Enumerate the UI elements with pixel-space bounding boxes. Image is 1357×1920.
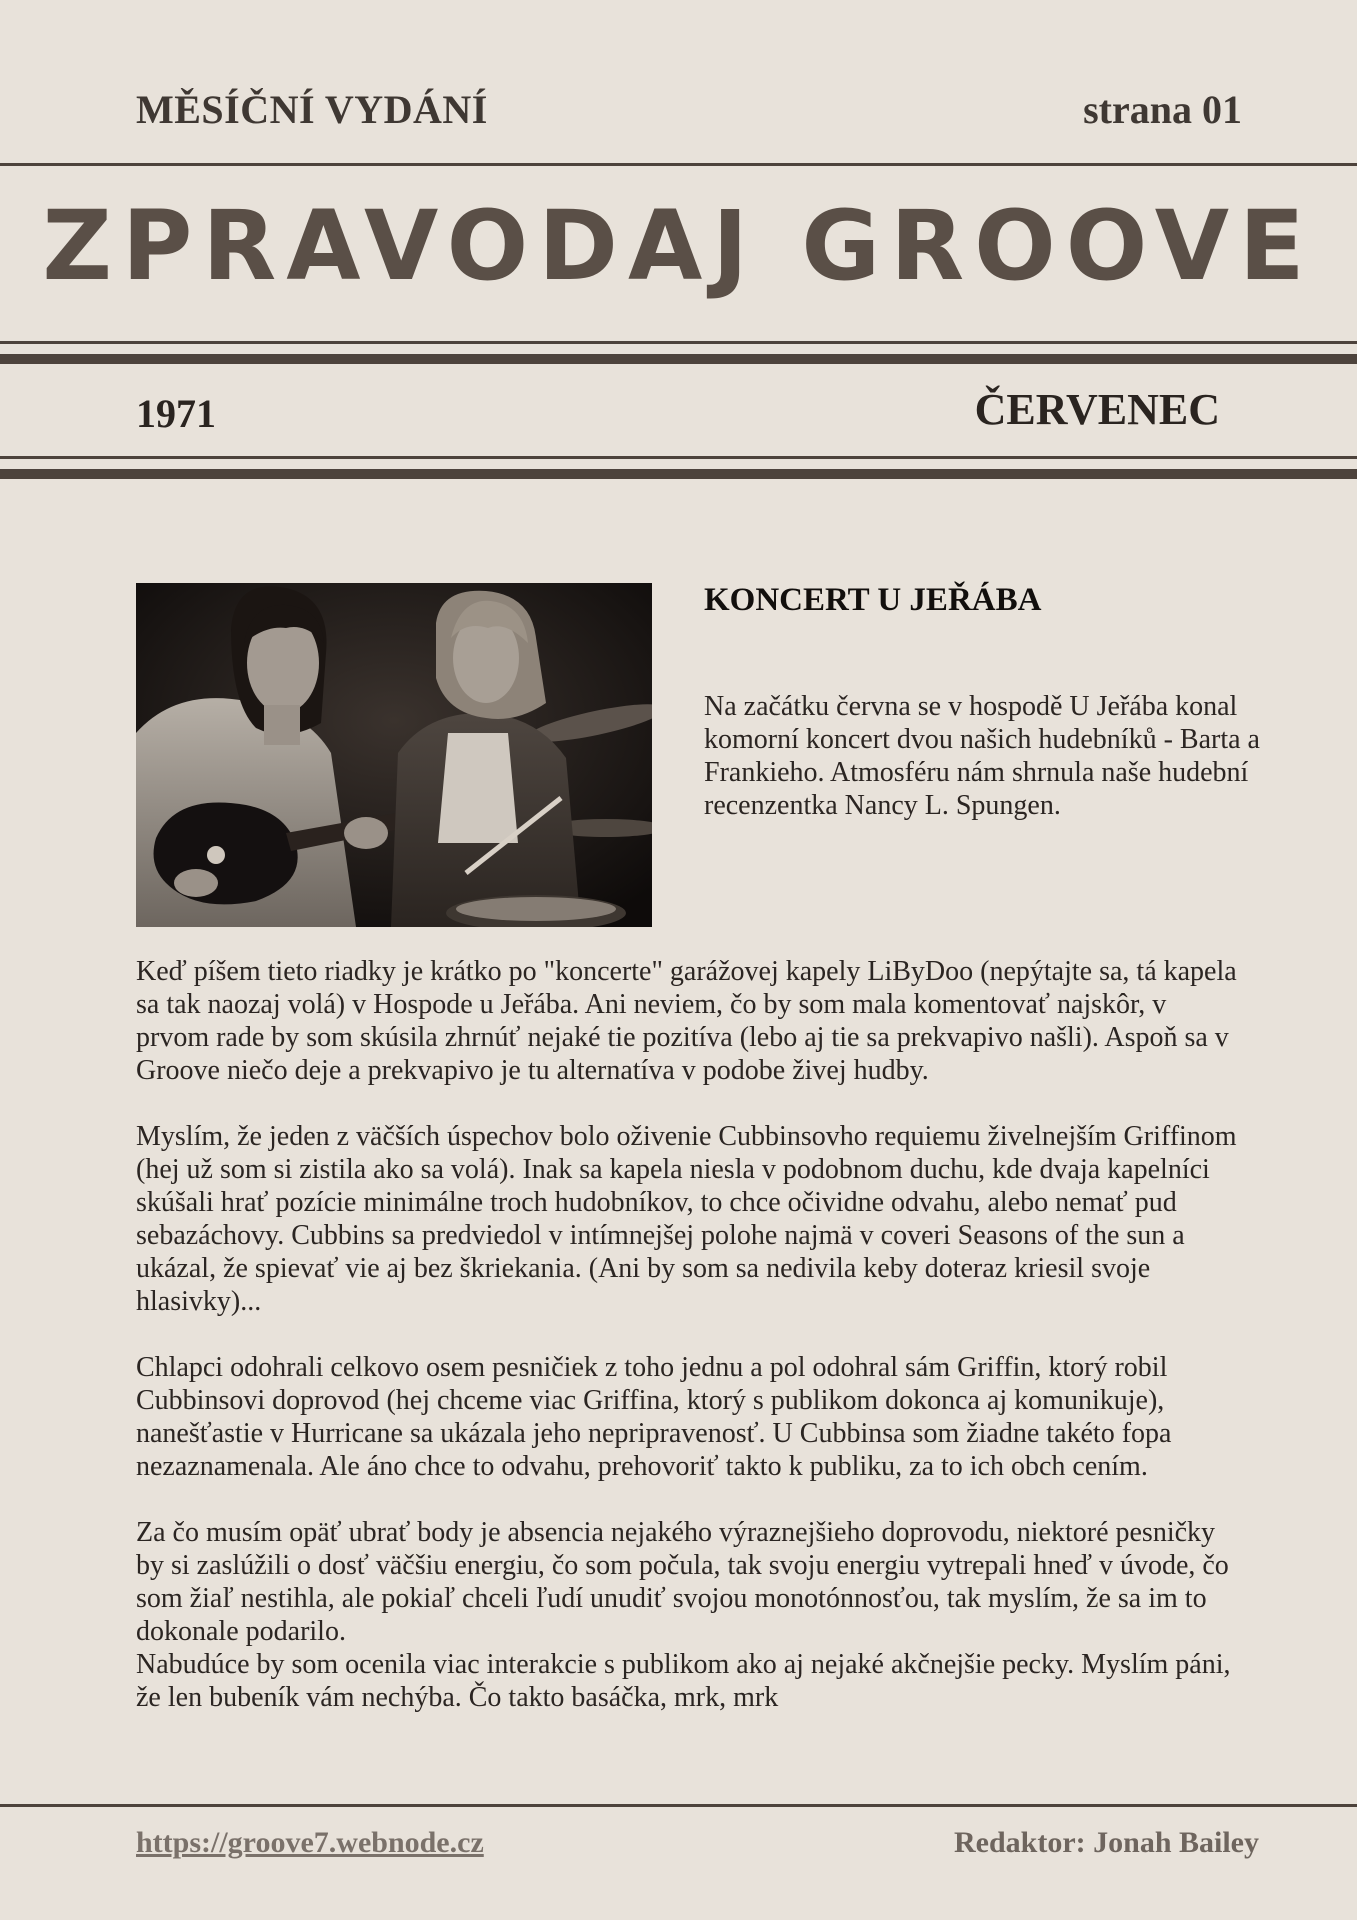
article-paragraph: Keď píšem tieto riadky je krátko po "koncerte" garážovej kapely LiByDoo (nepýtajte sa, tá kapela sa tak naozaj volá) v Hospode u Jeřába. Ani neviem, čo by som mala komentovať najskôr, v prvom rade by som skúsila zhrnúť nejaké tie pozitíva (lebo aj tie sa prekvapivo našli). Aspoň sa v Groove niečo deje a prekvapivo je tu alternatíva v podobe živej hudby. [136,956,1237,1086]
divider [0,456,1357,459]
website-link[interactable]: https://groove7.webnode.cz [136,1826,484,1859]
article-paragraph: Myslím, že jeden z väčších úspechov bolo oživenie Cubbinsovho requiemu živelnejším Griffinom (hej už som si zistila ako sa volá). Inak sa kapela niesla v podobnom duchu, kde dvaja kapelníci skúšali hrať pozície minimálne troch hudobníkov, to chce očividne odvahu, alebo nemať pud sebazáchovy. Cubbins sa predviedol v intímnejšej polohe najmä v coveri Seasons of the sun a ukázal, že spievať vie aj bez škriekania. (Ani by som sa nedivila keby doteraz kriesil svoje hlasivky)... [136,1121,1237,1317]
page-number: strana 01 [1083,87,1242,132]
article-headline: KONCERT U JEŘÁBA [704,582,1042,618]
article-lede: Na začátku června se v hospodě U Jeřába konal komorní koncert dvou našich hudebníků - Barta a Frankieho. Atmosféru nám shrnula naše hudební recenzentka Nancy L. Spungen. [704,691,1260,821]
divider [0,163,1357,166]
divider [0,354,1357,364]
divider [0,469,1357,479]
issue-month: ČERVENEC [974,385,1220,434]
divider [0,1804,1357,1807]
band-photo-illustration [136,583,652,927]
issue-year: 1971 [136,391,216,436]
editor-credit: Redaktor: Jonah Bailey [953,1826,1259,1859]
band-photo [136,583,652,927]
masthead-title: ZPRAVODAJ GROOVE [42,190,1315,302]
article-paragraph: Nabudúce by som ocenila viac interakcie s publikom ako aj nejaké akčnejšie pecky. Myslím páni, že len bubeník vám nechýba. Čo takto basáčka, mrk, mrk [136,1649,1231,1713]
article-paragraph: Za čo musím opäť ubrať body je absencia nejakého výraznejšieho doprovodu, niektoré pesničky by si zaslúžili o dosť väčšiu energiu, čo som počula, tak svoju energiu vytrepali hneď v úvode, čo som žiaľ nestihla, ale pokiaľ chceli ľudí unudiť svojou monotónnosťou, tak myslím, že sa im to dokonale podarilo. [136,1517,1229,1647]
divider [0,341,1357,344]
article-body [136,955,1246,1714]
edition-label: MĚSÍČNÍ VYDÁNÍ [136,87,488,132]
article-paragraph: Chlapci odohrali celkovo osem pesničiek z toho jednu a pol odohral sám Griffin, ktorý robil Cubbinsovi doprovod (hej chceme viac Griffina, ktorý s publikom dokonca aj komunikuje), nanešťastie v Hurricane sa ukázala jeho nepripravenosť. U Cubbinsa som žiadne takéto fopa nezaznamenala. Ale áno chce to odvahu, prehovoriť takto k publiku, za to ich obch cením. [136,1352,1172,1482]
